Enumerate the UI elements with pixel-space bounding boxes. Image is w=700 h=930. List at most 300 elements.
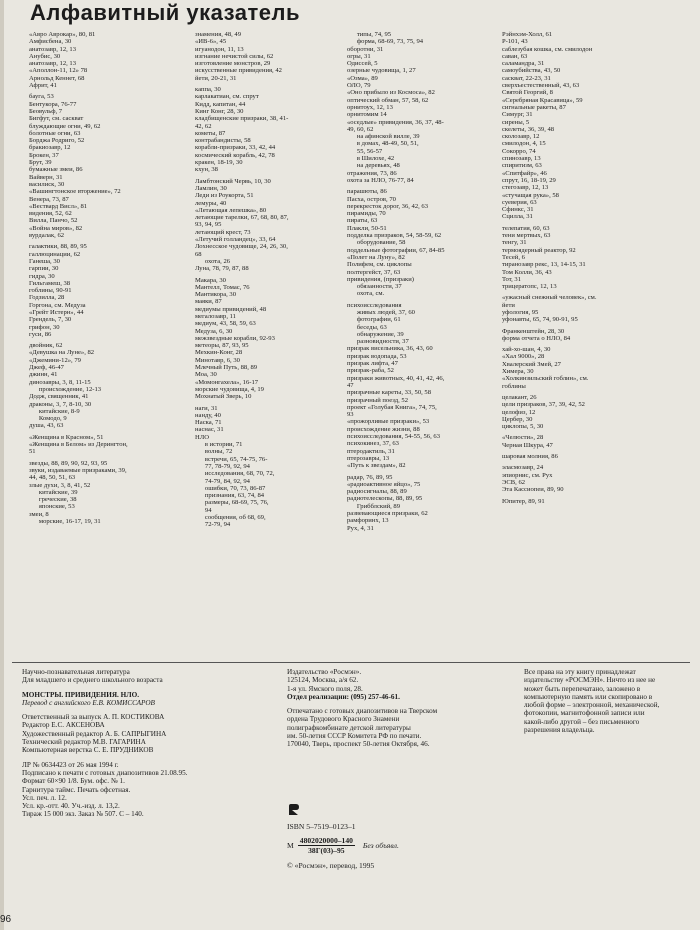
index-entry: развевающиеся призраки, 62 [347, 510, 428, 517]
index-entry: бракиозавр, 12 [29, 144, 71, 152]
index-entry: Додж, священник, 41 [29, 393, 89, 401]
index-entry: 51 [29, 448, 36, 456]
imprint-line: Ответственный за выпуск А. П. КОСТИКОВА [22, 713, 165, 722]
index-entry: скелеты, 36, 39, 48 [502, 125, 555, 133]
index-entry: смилодон, 4, 15 [502, 140, 546, 148]
index-entry: мегалозавр, 11 [195, 312, 236, 320]
index-entry: форма отчета о НЛО, 84 [502, 334, 571, 342]
index-entry: контрабандисты, 58 [195, 137, 251, 145]
bbk-code-top: 4802020000–140 [299, 836, 353, 845]
index-entry: огры, 31 [347, 52, 371, 60]
imprint-line: Усл. кр.-отт. 40. Уч.-изд. л. 13,2. [22, 802, 120, 811]
index-entry: изгнание нечистой силы, 62 [195, 52, 274, 60]
index-entry: Черная Шкура, 47 [502, 441, 553, 449]
index-entry: василиск, 30 [29, 180, 65, 188]
index-entry: Святой Георгий, 8 [502, 89, 553, 97]
index-entry: «Путь к звездам», 82 [347, 462, 406, 470]
index-entry: «Холкинзильский гоблин», см. [502, 375, 589, 383]
imprint-line: Перевод с английского Е.В. КОМИССАРОВ [22, 698, 155, 707]
index-entry: Брут, 39 [29, 159, 52, 167]
index-entry: «ужасный снежный человек», см. [502, 294, 597, 302]
index-entry: Бентукора, 76-77 [29, 100, 77, 108]
index-entry: суеверия, 63 [502, 198, 537, 206]
index-entry: кометы, 87 [195, 129, 226, 137]
bbk-code-bottom: 38Г(03)–95 [308, 846, 345, 855]
index-entry: игуанодон, 11, 13 [195, 45, 244, 53]
index-entry: 74-79, 84, 92, 94 [195, 477, 250, 485]
imprint-line: 125124, Москва, а/я 62. [287, 676, 359, 685]
index-entry: Леди из Роукорта, 51 [195, 192, 254, 200]
index-entry: джинн, 41 [29, 371, 58, 379]
index-entry: китайские, 8-9 [29, 407, 80, 415]
index-entry: циклопы, 5, 30 [502, 423, 544, 431]
index-entry: Франкенштейн, 28, 30 [502, 327, 565, 335]
imprint-line: какой-либо другой – без письменного [524, 717, 640, 726]
index-entry: Анубис, 30 [29, 52, 61, 60]
index-entry: тенгу, 31 [502, 239, 527, 247]
index-entry: драконы, 3, 7, 8-10, 30 [29, 400, 92, 408]
index-entry: полтергейст, 37, 63 [347, 268, 401, 276]
page-title: Алфавитный указатель [30, 0, 301, 25]
index-entry: Годзилла, 28 [29, 294, 65, 302]
index-entry: медиумы привидений, 48 [195, 305, 267, 313]
index-entry: каппа, 30 [195, 86, 221, 94]
index-entry: 44, 48, 50, 51, 63 [29, 474, 76, 482]
index-entry: размеры, 68-69, 75, 76, [195, 499, 269, 507]
index-entry: Грибблский, 89 [347, 502, 401, 510]
index-entry: 68 [195, 250, 202, 258]
index-entry: сверхъестественный, 43, 63 [502, 82, 580, 90]
index-entry: форма, 68-69, 73, 75, 94 [347, 38, 424, 46]
index-entry: летающий крест, 73 [195, 228, 251, 236]
index-entry: беседы, 63 [347, 323, 387, 331]
index-entry: обнаружение, 39 [347, 330, 404, 338]
index-entry: Минотавр, 6, 30 [195, 356, 240, 364]
index-entry: Брокен, 37 [29, 151, 59, 159]
index-entry: «Грейт Истерн», 44 [29, 308, 84, 316]
index-entry: Млечный Путь, 88, 89 [195, 364, 258, 372]
index-entry: Одиссей, 5 [347, 60, 378, 68]
imprint-line: фотокопии, магнитофонной записи или [524, 709, 645, 718]
index-entry: проект «Голубая Книга», 74, 75, [347, 403, 437, 411]
index-entry: шаровая молния, 86 [502, 453, 558, 461]
index-entry: Ламлин, 30 [195, 184, 227, 192]
index-entry: охота, см. [347, 290, 385, 298]
index-entry: «радиоактивное яйцо», 75 [347, 480, 421, 488]
index-entry: «ИВ-6», 45 [195, 38, 227, 46]
index-entry: кхун, 38 [195, 166, 218, 174]
index-entry: в истории, 71 [195, 441, 243, 449]
index-entry: пирамиды, 70 [347, 210, 386, 218]
index-entry: Эта Кассиопеи, 89, 90 [502, 486, 564, 494]
index-entry: озерные чудовища, 1, 27 [347, 67, 416, 75]
index-entry: уфонавты, 65, 74, 90-91, 95 [502, 316, 578, 324]
index-entry: хай-хо-шан, 4, 30 [502, 346, 551, 354]
index-entry: болотные огни, 63 [29, 129, 81, 137]
index-entry: эласмозавр, 24 [502, 464, 544, 472]
index-entry: саламандра, 31 [502, 60, 545, 68]
index-entry: подделка призраков, 54, 58-59, 62 [347, 232, 442, 240]
index-entry: целофиз, 12 [502, 408, 536, 416]
imprint-line: Художественный редактор А. Б. САПРЫГИНА [22, 729, 167, 738]
index-entry: йети, 20-21, 31 [195, 74, 237, 82]
index-entry: на деревьях, 48 [347, 162, 400, 170]
index-entry: Р-101, 43 [502, 38, 528, 46]
index-entry: Юпитер, 89, 91 [502, 497, 545, 505]
index-entry: охота, 26 [195, 257, 231, 265]
index-entry: Тот, 31 [502, 275, 522, 283]
index-entry: анатозавр, 12, 13 [29, 45, 77, 53]
index-entry: «Аполлон-11, 12» 78 [29, 67, 88, 75]
index-entry: вурдалак, 62 [29, 232, 65, 240]
index-entry: оборотни, 31 [347, 45, 384, 53]
index-entry: искусственные привидения, 42 [195, 67, 282, 75]
index-entry: пираты, 63 [347, 217, 378, 225]
index-entry: Амфисбена, 30 [29, 38, 72, 46]
index-column-1 [29, 31, 191, 525]
index-entry: в Шилохе, 42 [347, 155, 395, 163]
imprint-line: издательству «РОСМЭН». Ничто из нее не [524, 676, 656, 685]
imprint-line: Формат 60×90 1/8. Бум. офс. № 1. [22, 777, 125, 786]
imprint-line: им. 50-летия СССР Комитета РФ по печати. [287, 732, 422, 741]
index-entry: Мантикора, 30 [195, 291, 237, 299]
index-entry: призрак лифта, 47 [347, 360, 398, 368]
index-entry: Вилла, Панчо, 52 [29, 217, 78, 225]
index-entry: птерозавры, 13 [347, 454, 390, 462]
index-entry: «Оно прибыло из Космоса», 82 [347, 89, 435, 97]
index-entry: Бигфут, см. саскват [29, 115, 84, 123]
index-column-4 [502, 31, 687, 505]
index-entry: японские, 53 [29, 503, 75, 511]
index-entry: привидения, (призраки) [347, 275, 414, 283]
index-column-3 [347, 31, 497, 532]
index-entry: поддельные фотографии, 67, 84-85 [347, 246, 445, 254]
imprint-line: компьютерную память или скопировано в [524, 692, 653, 701]
index-entry: ОЛО, 79 [347, 82, 371, 90]
index-entry: эпиорнис, см. Рух [502, 471, 553, 479]
index-entry: саскват, 22-23, 31 [502, 74, 551, 82]
index-entry: орнитоух, 12, 13 [347, 103, 393, 111]
index-entry: радиотелескопы, 88, 89, 95 [347, 495, 423, 503]
index-entry: «Хал 9000», 28 [502, 353, 545, 361]
index-column-2 [195, 31, 347, 529]
index-entry: тени мертвых, 63 [502, 232, 551, 240]
index-entry: Венера, 73, 87 [29, 195, 69, 203]
index-entry: «Серебряная Красавица», 59 [502, 96, 583, 104]
index-entry: призрак-раба, 52 [347, 367, 394, 375]
index-entry: признания, 63, 74, 84 [195, 492, 265, 500]
index-entry: Горгона, см. Медуза [29, 301, 86, 309]
index-entry: бумажные змеи, 86 [29, 166, 83, 174]
index-entry: «Война миров», 82 [29, 224, 83, 232]
index-entry: медиум, 43, 58, 59, 63 [195, 320, 256, 328]
imprint-line: разрешения владельца. [524, 726, 595, 735]
index-entry: наснас, 31 [195, 426, 224, 434]
index-entry: 49, 60, 62 [347, 125, 374, 133]
index-entry: кладбищенские призраки, 38, 41- [195, 115, 289, 123]
index-entry: Макара, 30 [195, 276, 226, 284]
index-entry: трицератопс, 12, 13 [502, 283, 557, 291]
index-entry: происхождение, 12-13 [29, 385, 102, 393]
index-entry: кракен, 18-19, 30 [195, 159, 243, 167]
index-entry: 47 [347, 381, 354, 389]
index-entry: «Спитфайр», 46 [502, 169, 547, 177]
index-entry: «Полет на Луну», 82 [347, 253, 405, 261]
index-entry: Кидд, капитан, 44 [195, 100, 246, 108]
index-entry: космический корабль, 42, 78 [195, 151, 275, 159]
index-entry: «Озма», 89 [347, 74, 378, 82]
index-entry: злые духи, 3, 8, 41, 52 [29, 481, 91, 489]
index-entry: НЛО [195, 433, 209, 441]
index-entry: «Момонгахела», 16-17 [195, 378, 259, 386]
index-entry: 72-79, 94 [195, 521, 231, 529]
bbk-code [287, 836, 399, 855]
index-entry: «Авро Аврокар», 80, 81 [29, 31, 96, 38]
index-entry: стегозавр, 12, 13 [502, 184, 549, 192]
index-entry: «оседлые» привидения, 36, 37, 48- [347, 118, 444, 126]
imprint-line: Все права на эту книгу принадлежат [524, 668, 636, 676]
index-entry: Мехкин-Конг, 28 [195, 349, 243, 357]
index-entry: «Летающая лепешка», 80 [195, 206, 267, 214]
index-entry: Медуза, 6, 30 [195, 327, 233, 335]
index-entry: изготовление монстров, 29 [195, 60, 271, 68]
index-entry: лемуры, 40 [195, 199, 227, 207]
index-entry: «прожорливые призраки», 53 [347, 418, 430, 426]
index-entry: призрачные кареты, 33, 50, 58 [347, 389, 432, 397]
imprint-divider [12, 662, 690, 663]
index-entry: в домах, 48-49, 50, 51, [347, 140, 419, 148]
index-entry: спиритизм, 63 [502, 162, 542, 170]
index-entry: радиосигналы, 88, 89 [347, 488, 407, 496]
index-entry: Комодо, 9 [29, 415, 67, 423]
index-entry: «стучащая рука», 58 [502, 191, 559, 199]
index-entry: Симург, 31 [502, 111, 533, 119]
imprint-line: Подписано к печати с готовых диапозитивов 21.08.95. [22, 768, 188, 777]
imprint-line: полиграфкомбинате детской литературы [287, 723, 411, 732]
imprint-line: МОНСТРЫ. ПРИВИДЕНИЯ. НЛО. [22, 690, 139, 699]
index-entry: цели призраков, 37, 39, 42, 52 [502, 401, 585, 409]
index-entry: змеи, 8 [29, 510, 49, 518]
index-entry: «Девушка на Луне», 82 [29, 349, 95, 357]
index-entry: рамфоринх, 13 [347, 517, 389, 525]
index-entry: сколозавр, 12 [502, 133, 540, 141]
index-entry: корабли-призраки, 33, 42, 44 [195, 144, 276, 152]
index-entry: маяки, 87 [195, 298, 222, 306]
index-entry: фотографии, 61 [347, 316, 401, 324]
index-entry: спинозавр, 13 [502, 155, 541, 163]
index-entry: саван, 63 [502, 52, 528, 60]
index-entry: Борджа Родриго, 52 [29, 137, 85, 145]
imprint-line: Для младшего и среднего школьного возраста [22, 676, 163, 685]
index-entry: грифон, 30 [29, 323, 60, 331]
index-entry: Беовульф, 7 [29, 107, 63, 115]
imprint-line: Редактор Е.С. АКСЕНОВА [22, 721, 105, 730]
index-entry: психоисследования, 54-55, 56, 63 [347, 433, 440, 441]
index-entry: волны, 72 [195, 448, 233, 456]
index-entry: Пасха, остров, 70 [347, 195, 396, 203]
index-entry: Сокорро, 74 [502, 147, 536, 155]
index-entry: оборудование, 58 [347, 239, 406, 247]
index-entry: психоисследования [347, 301, 402, 309]
index-entry: знамения, 48, 49 [195, 31, 242, 38]
index-entry: сигнальные ракеты, 87 [502, 103, 566, 111]
index-entry: Химера, 30 [502, 368, 534, 376]
index-entry: «Джемини-12», 79 [29, 356, 81, 364]
index-entry: саблезубая кошка, см. смилодон [502, 45, 593, 53]
index-entry: ЭСВ, 62 [502, 478, 526, 486]
imprint-line: 170040, Тверь, проспект 50-летия Октября, 46. [287, 740, 430, 749]
index-entry: карлакатиан, см. спрут [195, 93, 259, 101]
index-entry: 94 [195, 506, 212, 514]
index-entry: греческие, 38 [29, 496, 77, 504]
imprint-middle [287, 668, 507, 749]
index-entry: Мохнатый Зверь, 10 [195, 393, 252, 401]
index-entry: галлюцинации, 62 [29, 250, 81, 258]
index-entry: Африт, 41 [29, 82, 57, 90]
index-entry: 55, 56-57 [347, 147, 383, 155]
index-entry: бауга, 53 [29, 93, 54, 101]
index-entry: оптический обман, 57, 58, 62 [347, 96, 429, 104]
index-entry: звуки, издаваемые призраками, 39, [29, 466, 127, 474]
imprint-line: Гарнитура таймс. Печать офсетная. [22, 785, 131, 794]
index-entry: ошибки, 70, 73, 86-87 [195, 484, 266, 492]
imprint-line: Издательство «Росмэн». [287, 668, 362, 676]
copyright-line: © «Росмэн», перевод, 1995 [287, 861, 375, 870]
index-entry: Рэйнхэм-Холл, 61 [502, 31, 553, 38]
page-binding-edge [0, 0, 4, 930]
index-entry: душа, 43, 63 [29, 422, 64, 430]
index-entry: призрак висельника, 36, 43, 60 [347, 345, 433, 353]
index-entry: Арнольд Кеннет, 68 [29, 74, 85, 82]
isbn-number: ISBN 5–7519–0123–1 [287, 822, 356, 831]
publisher-logo-icon [287, 803, 301, 817]
imprint-line: Технический редактор М.В. ГАГАРИНА [22, 738, 146, 747]
index-entry: метеоры, 87, 93, 95 [195, 342, 249, 350]
index-entry: морские, 16-17, 19, 31 [29, 518, 101, 525]
index-entry: Хвалерский Змей, 27 [502, 360, 561, 368]
imprint-line: Научно-познавательная литература [22, 668, 130, 676]
index-entry: исследования, 68, 70, 72, [195, 470, 275, 478]
index-entry: обязанности, 37 [347, 283, 402, 291]
index-entry: Луна, 78, 79, 87, 88 [195, 265, 249, 273]
index-entry: межзвездные корабли, 92-93 [195, 334, 275, 342]
index-entry: Наска, 71 [195, 419, 222, 427]
index-entry: телепатия, 60, 63 [502, 224, 550, 232]
index-entry: на афинской вилле, 39 [347, 133, 420, 141]
index-entry: отражения, 73, 86 [347, 169, 397, 177]
index-entry: Сфинкс, 31 [502, 206, 534, 214]
index-entry: Джеф, 46-47 [29, 364, 64, 372]
imprint-right [524, 668, 694, 734]
index-entry: живых людей, 37, 60 [347, 308, 415, 316]
index-entry: гоблины, 90-91 [29, 287, 72, 295]
index-entry: наги, 31 [195, 404, 218, 412]
index-entry: Гильгамеш, 38 [29, 279, 71, 287]
index-entry: Полифем, см. циклопы [347, 261, 412, 269]
index-entry: Сцилла, 31 [502, 213, 533, 221]
index-entry: целакант, 26 [502, 393, 537, 401]
index-entry: летающие тарелки, 67, 68, 80, 87, [195, 214, 289, 222]
index-entry: блуждающие огни, 49, 62 [29, 122, 101, 130]
index-entry: Плакли, 50-51 [347, 224, 387, 232]
index-entry: Кинг Конг, 28, 30 [195, 107, 244, 115]
index-entry: парашюты, 86 [347, 188, 387, 196]
index-entry: Том Колли, 36, 43 [502, 268, 552, 276]
imprint-line: Компьютерная верстка С. Е. ПРУДНИКОВ [22, 746, 154, 755]
index-entry: радар, 76, 89, 95 [347, 473, 393, 481]
imprint-line: ордена Трудового Красного Знамени [287, 715, 400, 724]
index-entry: галактики, 88, 89, 95 [29, 243, 87, 251]
index-entry: охота за НЛО, 76-77, 84 [347, 176, 414, 184]
index-entry: орнитомим 14 [347, 111, 387, 119]
index-entry: 42, 62 [195, 122, 212, 130]
imprint-line: 1-я ул. Ямского поля, 28. [287, 684, 363, 693]
index-entry: призрак водопада, 53 [347, 352, 407, 360]
index-entry: Рух, 4, 31 [347, 524, 374, 532]
index-entry: Ламбтонский Червь, 10, 30 [195, 177, 271, 185]
imprint-left [22, 668, 272, 819]
bbk-note: Без объявл. [362, 840, 399, 850]
index-entry: типы, 74, 95 [347, 31, 392, 38]
index-entry: самоубийства, 43, 50 [502, 67, 561, 75]
imprint-line: может быть перепечатано, заложено в [524, 684, 641, 693]
index-entry: сирены, 5 [502, 118, 530, 126]
imprint-line: Отдел реализации: (095) 257-46-61. [287, 692, 400, 701]
imprint-line: Отпечатано с готовых диапозитивов на Тверском [287, 707, 438, 716]
index-entry: 93, 94, 95 [195, 221, 222, 229]
index-entry: «Женщина в Белом» из Дерингтон, [29, 441, 128, 449]
index-entry: перекресток дорог, 36, 42, 63 [347, 202, 429, 210]
index-entry: психокинез, 37, 63 [347, 440, 399, 448]
index-entry: видения, 52, 62 [29, 210, 72, 218]
index-entry: спрут, 16, 18-19, 29 [502, 176, 556, 184]
imprint-line: Усл. печ. л. 12. [22, 793, 67, 802]
index-entry: «Женщина в Красном», 51 [29, 433, 104, 441]
isbn-block [287, 822, 399, 871]
index-entry: йети [502, 301, 515, 309]
index-entry: морские чудовища, 4, 19 [195, 385, 264, 393]
index-entry: гидра, 30 [29, 272, 55, 280]
index-entry: Моа, 30 [195, 371, 217, 379]
index-entry: звезды, 88, 89, 90, 92, 93, 95 [29, 459, 108, 467]
index-entry: «Летучий голландец», 33, 64 [195, 236, 276, 244]
index-entry: двойник, 62 [29, 342, 63, 350]
index-entry: «Челюсти», 28 [502, 434, 544, 442]
index-entry: Тесей, 6 [502, 253, 525, 261]
index-entry: 77, 78-79, 92, 94 [195, 462, 250, 470]
index-entry: «Вашингтонское вторжение», 72 [29, 188, 121, 196]
index-entry: сообщения, об 68, 69, [195, 514, 266, 521]
index-entry: Ганеша, 30 [29, 257, 60, 265]
index-entry: встречи, 65, 74-75, 76- [195, 455, 268, 463]
index-entry: птеродактиль, 31 [347, 447, 395, 455]
index-entry: тиранозавр рекс, 13, 14-15, 31 [502, 261, 586, 269]
index-entry: анатозавр, 12, 13 [29, 60, 77, 68]
index-entry: «Вествард Висл», 81 [29, 202, 88, 210]
imprint-line: ЛР № 0634423 от 26 мая 1994 г. [22, 760, 119, 769]
page-number: 96 [0, 914, 12, 925]
index-entry: гоблины [502, 382, 526, 390]
index-entry: гуси, 86 [29, 330, 52, 338]
index-entry: Вайверн, 31 [29, 173, 63, 181]
index-entry: Лохнесское чудовище, 24, 26, 30, [195, 243, 288, 251]
index-entry: 93 [347, 411, 354, 419]
index-entry: происхождение жизни, 88 [347, 425, 420, 433]
imprint-line: любой форме – электронной, механической, [524, 701, 660, 710]
index-entry: Цербер, 30 [502, 415, 533, 423]
index-entry: Мантелл, Томас, 76 [195, 283, 250, 291]
index-entry: термоядерный реактор, 92 [502, 246, 576, 254]
